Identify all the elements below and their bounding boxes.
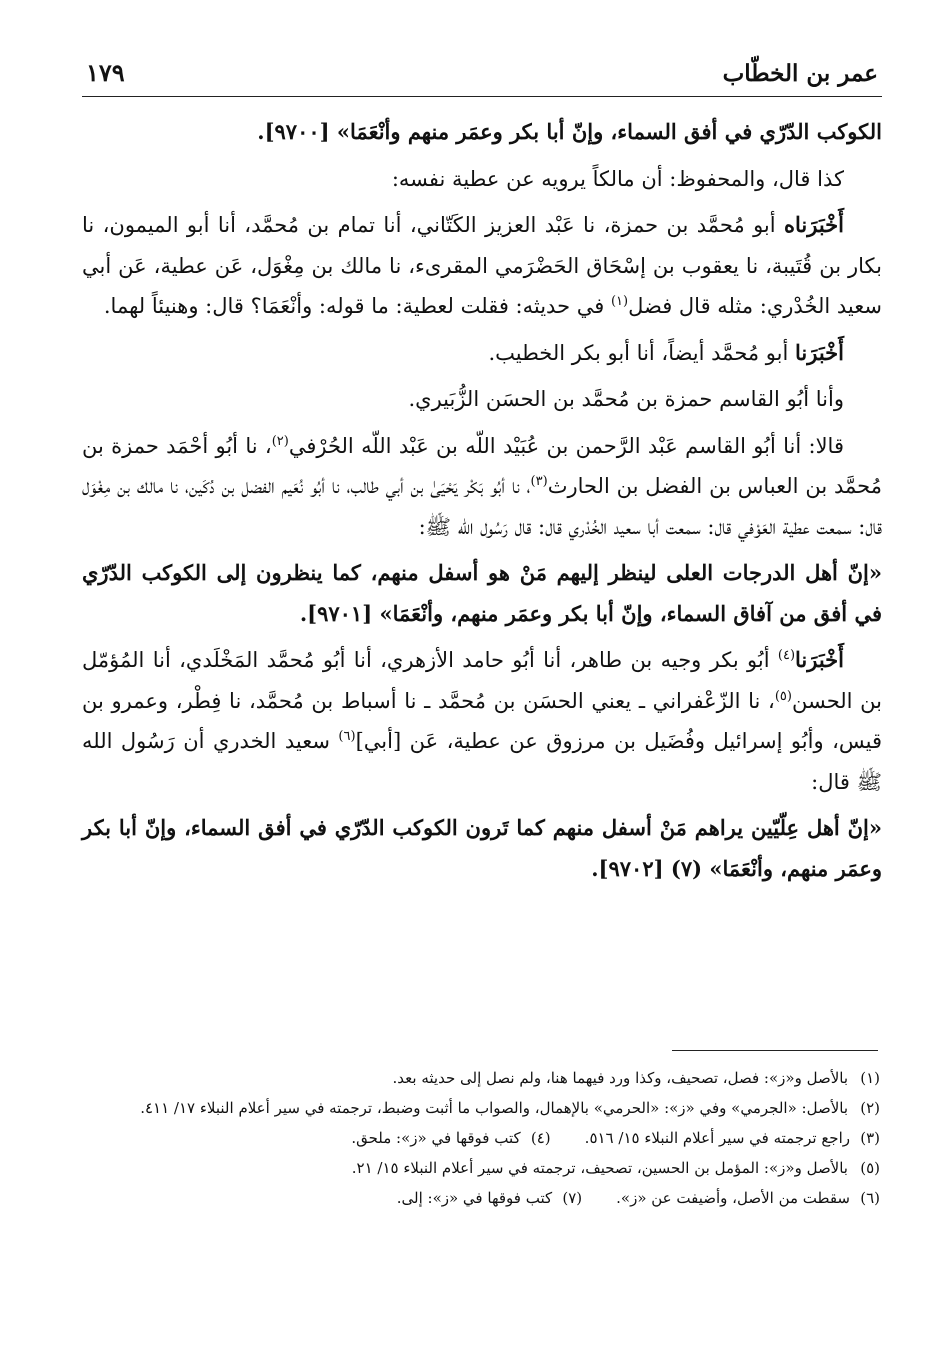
footnote-number: (٧)	[562, 1189, 583, 1207]
paragraph-hadith-2: «إنّ أهل عِلّيّين يراهم مَنْ أسفل منهم كما تَرون الكوكب الدّرّي في أفق السماء، وإنّ أبا بكر وعمَر منهم، وأنْعَمَا» (٧) [٩٧٠٢].	[82, 815, 882, 881]
footnote-ref-3: (٣)	[530, 474, 548, 489]
paragraph-hadith-1: «إنّ أهل الدرجات العلى لينظر إليهم مَنْ هو أسفل منهم، كما ينظرون إلى الكوكب الدّرّي في أفق من آفاق السماء، وإنّ أبا بكر وعمَر منهم، وأنْعَمَا» [٩٧٠١].	[82, 560, 882, 626]
footnote-item-pair	[82, 1184, 880, 1212]
paragraph-isnad-2	[82, 333, 882, 374]
paragraph-isnad-3: وأنا أبُو القاسم حمزة بن مُحمَّد بن الحسَن الزُّبَيري.	[408, 387, 844, 411]
footnote-number: (٥)	[860, 1159, 880, 1177]
footnote-ref-1: (١)	[610, 294, 629, 309]
isnad-text: سعيد الخدري أن رَسُول الله ﷺ قال:	[82, 729, 882, 794]
paragraph-isnad-4	[82, 426, 882, 548]
footnote-item	[616, 1184, 880, 1212]
page-header	[82, 56, 882, 97]
running-title: عمر بن الخطّاب	[722, 60, 878, 87]
paragraph-isnad-1	[82, 205, 882, 327]
footnote-text: بالأصل و«ز»: المؤمل بن الحسين، تصحيف، ترجمته في سير أعلام النبلاء ١٥/ ٢١.	[351, 1159, 848, 1177]
paragraph-hadith-end: الكوكب الدّرّي في أفق السماء، وإنّ أبا بكر وعمَر منهم وأنْعَمَا» [٩٧٠٠].	[257, 119, 882, 144]
isnad-tail: في حديثه: فقلت لعطية: ما قوله: وأنْعَمَا؟ قال: وهنيئاً لهما.	[103, 294, 611, 318]
footnote-text: كتب فوقها في «ز»: إلى.	[396, 1189, 553, 1207]
footnote-ref-5: (٥)	[774, 688, 792, 704]
footnote-ref-4: (٤)	[777, 648, 796, 663]
page-number: ١٧٩	[86, 58, 125, 87]
footnote-text: كتب فوقها في «ز»: ملحق.	[351, 1129, 521, 1147]
isnad-text: أبو مُحمَّد أيضاً، أنا أبو بكر الخطيب.	[488, 340, 796, 365]
footnote-ref-6: (٦)	[338, 729, 356, 744]
isnad-text: ، نا الزّعْفراني ـ يعني الحسَن بن مُحمَّد ـ نا أسباط بن مُحمَّد، نا فِطْر، وعمرو بن قيس، وأبُو إسرائيل وفُضَيل بن مرزوق عن عطية، عَن [أبي]	[82, 688, 882, 753]
footnote-item	[351, 1124, 550, 1152]
footnote-item	[82, 1154, 880, 1182]
isnad-text: ، نا أبُو أحْمَد حمزة بن مُحمَّد بن العباس بن الفضل بن الحارث	[82, 433, 882, 498]
footnote-text: سقطت من الأصل، وأضيفت عن «ز».	[616, 1189, 850, 1207]
footnotes	[82, 1064, 880, 1214]
footnote-number: (٢)	[860, 1099, 880, 1117]
footnote-number: (٤)	[530, 1129, 551, 1147]
paragraph-isnad-5	[82, 640, 882, 802]
isnad-text: ، نا أبُو بَكْر يَحْيَىٰ بن أبي طالب، نا أبُو نُعَيم الفضل بن دُكَين، نا مالك بن مِغْوَل قال: سمعت عطية العَوْفي قال: سمعت أبا سعيد الخُدْري قال: قال رَسُول الله ﷺ:	[82, 474, 882, 539]
isnad-text: أبُو بكر وجيه بن طاهر، أنا أبُو حامد الأزهري، أنا أبُو مُحمَّد المَخْلَدي، أنا المُؤمّل بن الحسن	[82, 648, 882, 713]
footnote-item-pair	[82, 1124, 880, 1152]
main-text	[82, 112, 882, 895]
isnad-lead-word: أَخْبَرَناه	[784, 212, 844, 237]
footnote-text: بالأصل و«ز»: فصل، تصحيف، وكذا ورد فيهما هنا، ولم نصل إلى حديثه بعد.	[392, 1069, 848, 1087]
footnote-item	[82, 1064, 880, 1092]
footnote-ref-2: (٢)	[271, 433, 289, 449]
footnote-item	[585, 1124, 880, 1152]
footnote-number: (٦)	[860, 1189, 880, 1207]
footnote-item	[82, 1094, 880, 1122]
isnad-lead-word: أَخْبَرَنا	[795, 647, 844, 672]
footnote-number: (٣)	[860, 1129, 880, 1147]
footnote-number: (١)	[860, 1069, 880, 1087]
isnad-text: أبو مُحمَّد بن حمزة، نا عَبْد العزيز الكَتّاني، أنا تمام بن مُحمَّد، أنا أبو الميمون، نا بكار بن قُتَيبة، نا يعقوب بن إسْحَاق الحَضْرَمي المقرىء، نا مالك بن مِغْوَل، عَن عطية، عَن أبي سعيد الخُدْري: مثله قال فضل	[82, 213, 882, 318]
isnad-lead-word: أَخْبَرَنا	[795, 339, 844, 365]
footnote-divider	[672, 1050, 878, 1051]
paragraph-note: كذا قال، والمحفوظ: أن مالكاً يرويه عن عطية نفسه:	[391, 166, 844, 191]
footnote-item	[397, 1184, 582, 1212]
footnote-text: بالأصل: «الجرمي» وفي «ز»: «الحرمي» بالإهمال، والصواب ما أثبت وضبط، ترجمته في سير أعلام النبلاء ١٧/ ٤١١.	[140, 1099, 848, 1117]
isnad-text: قالا: أنا أبُو القاسم عَبْد الرَّحمن بن عُبَيْد اللّه بن عَبْد اللّه الحُرْفي	[288, 433, 844, 458]
footnote-text: راجع ترجمته في سير أعلام النبلاء ١٥/ ٥١٦.	[584, 1129, 850, 1147]
